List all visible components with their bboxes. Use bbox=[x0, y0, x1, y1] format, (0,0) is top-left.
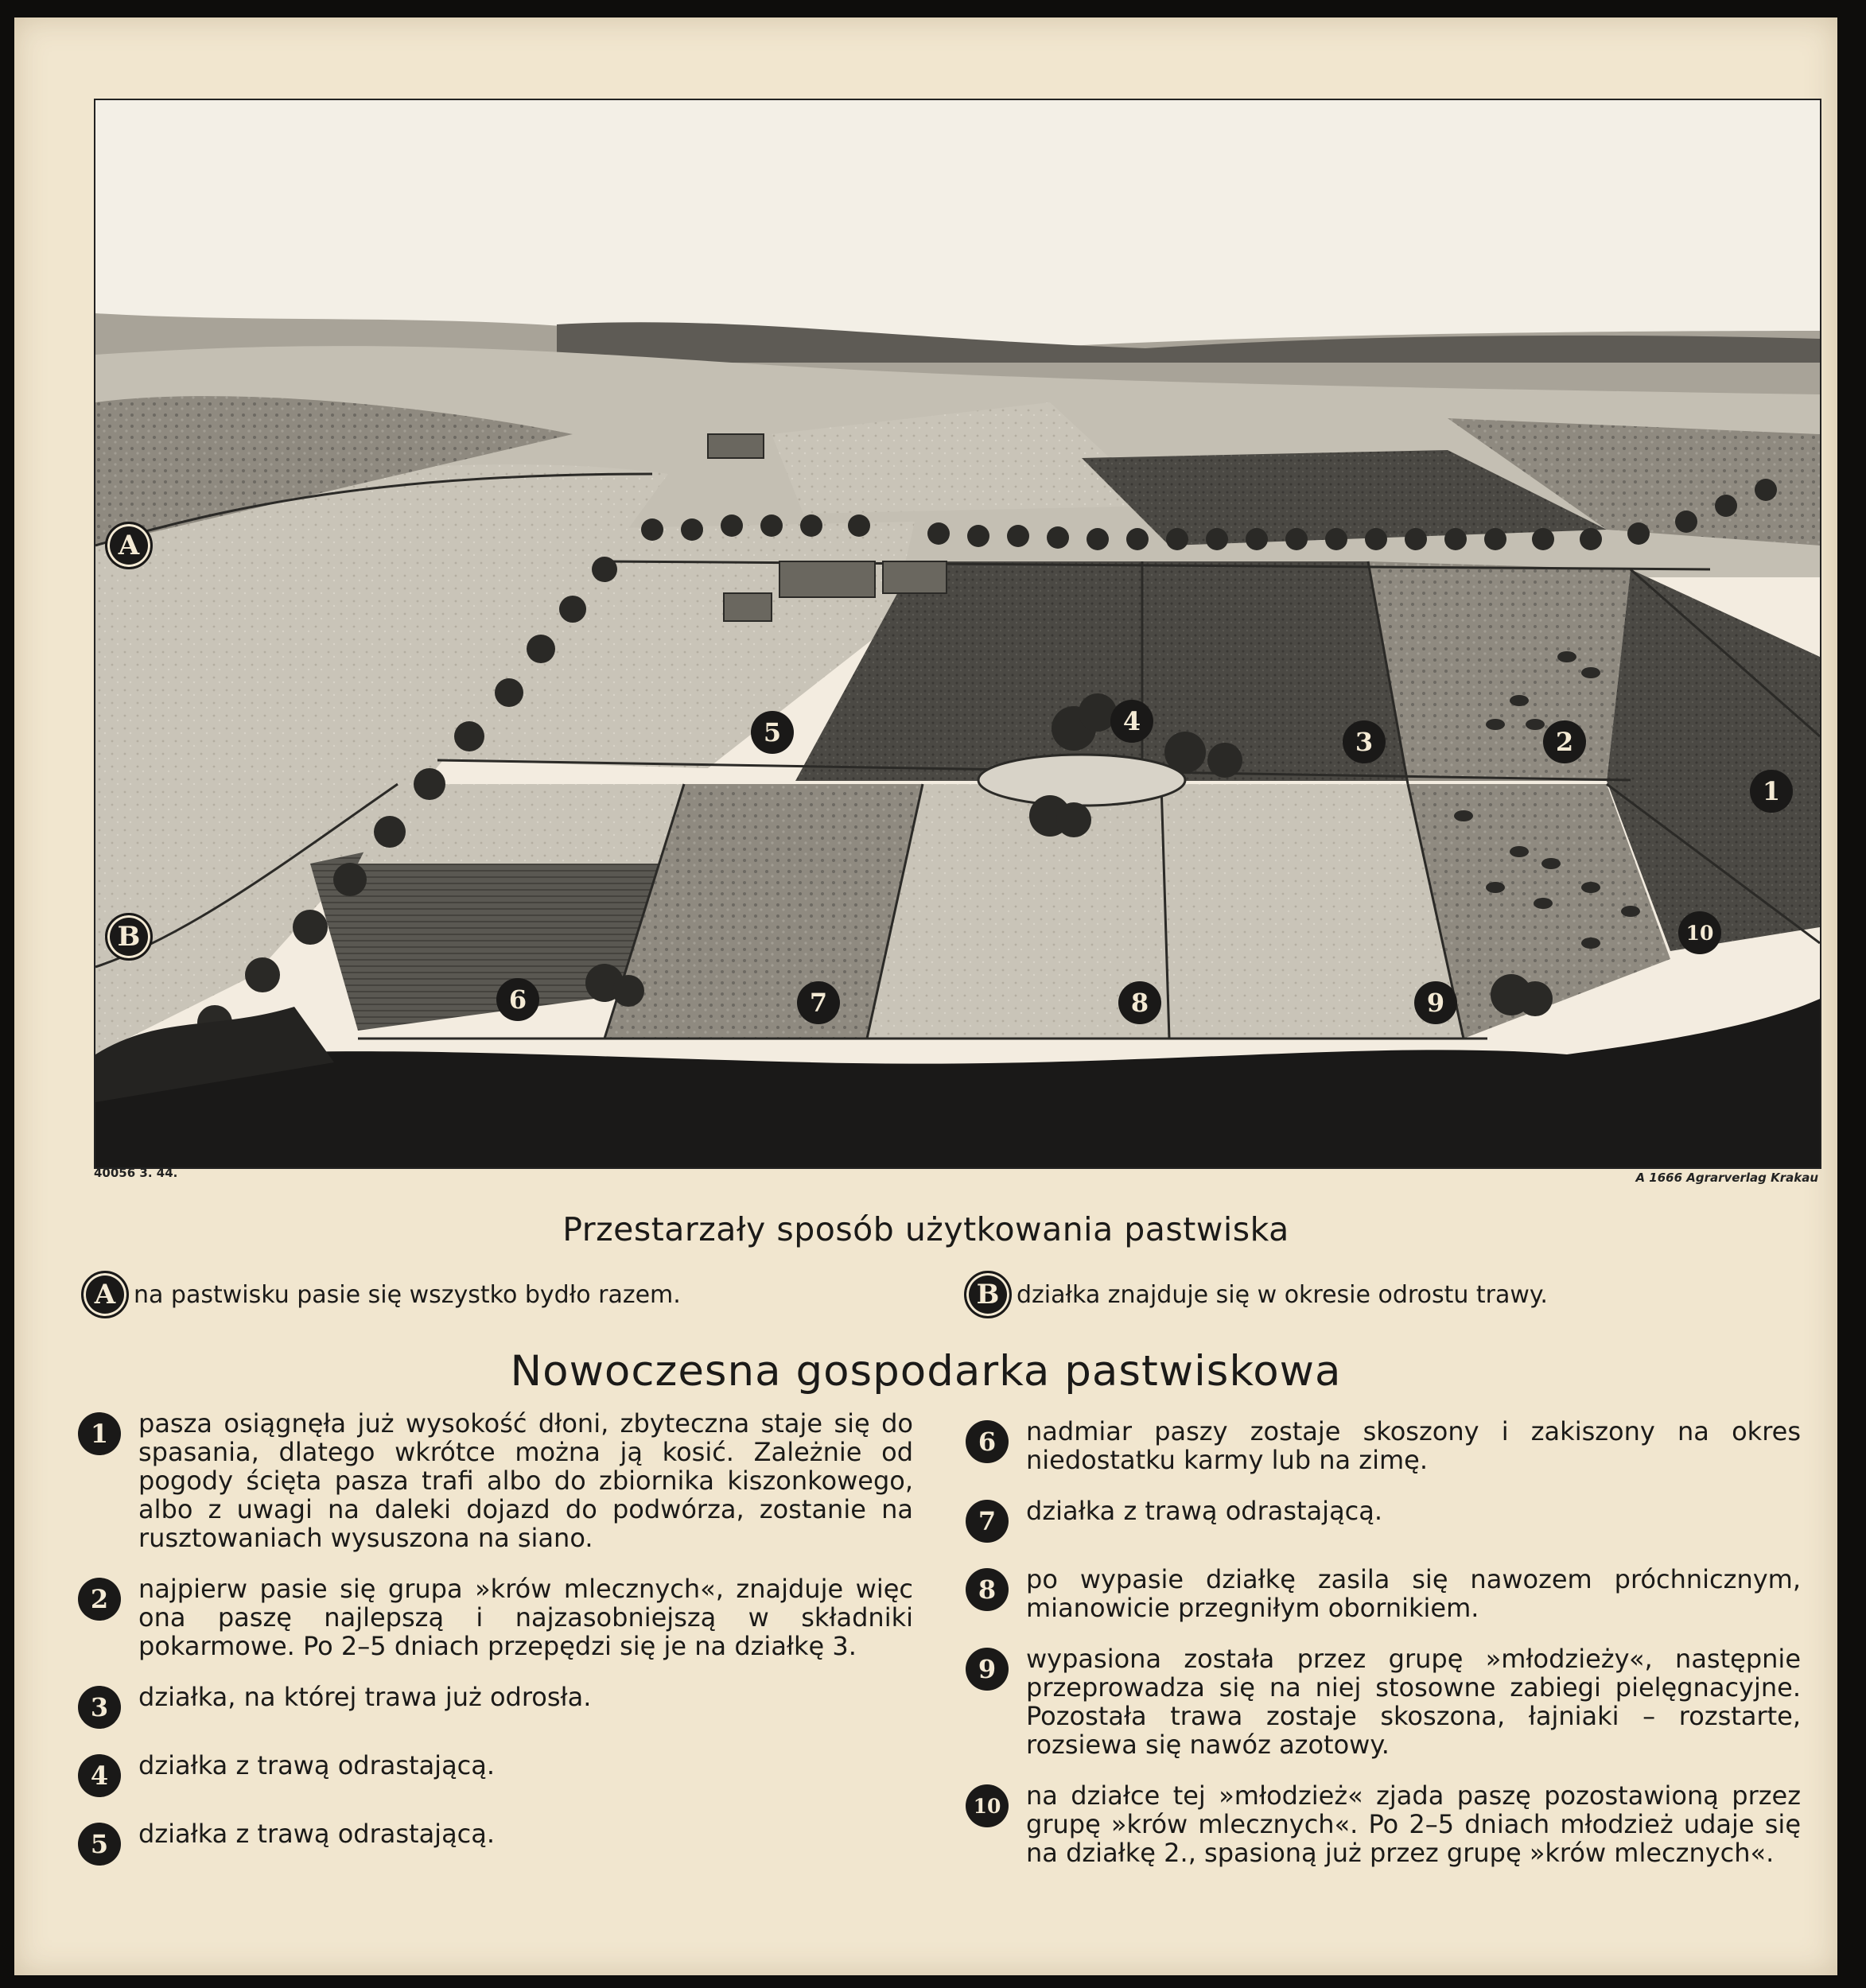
marker-5: 5 bbox=[751, 711, 794, 754]
heading-modern-method: Nowoczesna gospodarka pastwiskowa bbox=[510, 1347, 1342, 1396]
legend-item-8 bbox=[966, 1565, 1801, 1622]
legend-item-number: 3 bbox=[78, 1686, 121, 1729]
legend-item-4 bbox=[78, 1751, 913, 1797]
pasture-illustration bbox=[94, 99, 1821, 1169]
legend-item-7 bbox=[966, 1497, 1801, 1543]
legend-B bbox=[964, 1271, 1548, 1318]
legend-item-text: najpierw pasie się grupa »krów mlecznych«, znajduje więc ona paszę najlepszą i najzasobniejszą w składniki pokarmowe. Po 2–5 dniach przepędzi się je na działkę 3. bbox=[138, 1574, 913, 1661]
legend-item-number: 1 bbox=[78, 1412, 121, 1455]
marker-3: 3 bbox=[1343, 720, 1386, 763]
marker-8: 8 bbox=[1118, 981, 1161, 1024]
marker-1: 1 bbox=[1750, 770, 1793, 813]
legend-item-number: 10 bbox=[966, 1784, 1009, 1827]
legend-item-text: wypasiona została przez grupę »młodzieży«, następnie przeprowadza się na niej stosowne zabiegi pielęgnacyjne. Pozostała trawa zostaje skoszona, łajniaki – rozstarte, rozsiewa się nawóz azotowy. bbox=[1026, 1644, 1801, 1760]
poster-sheet bbox=[14, 17, 1837, 1975]
legend-item-10 bbox=[966, 1781, 1801, 1867]
marker-A: A bbox=[105, 522, 157, 569]
legend-item-number: 6 bbox=[966, 1420, 1009, 1463]
legend-item-text: działka z trawą odrastającą. bbox=[138, 1750, 496, 1780]
legend-A-mark: A bbox=[81, 1271, 129, 1318]
legend-column-left bbox=[78, 1409, 913, 1888]
marker-2: 2 bbox=[1543, 720, 1586, 763]
publisher-imprint: A 1666 Agrarverlag Krakau bbox=[1635, 1171, 1818, 1185]
legend-item-text: pasza osiągnęła już wysokość dłoni, zbyteczna staje się do spasania, dlatego wkrótce można ją kosić. Zależnie od pogody ścięta pasza trafi albo do zbiornika kiszonkowego, albo z uwagi na daleki dojazd do podwórza, zostanie na rusztowaniach wysuszona na siano. bbox=[138, 1408, 913, 1553]
legend-item-text: nadmiar paszy zostaje skoszony i zakiszony na okres niedostatku karmy lub na zimę. bbox=[1026, 1416, 1801, 1475]
legend-item-text: po wypasie działkę zasila się nawozem próchnicznym, mianowicie przegniłym obornikiem. bbox=[1026, 1564, 1801, 1623]
legend-item-3 bbox=[78, 1683, 913, 1729]
marker-6: 6 bbox=[496, 978, 539, 1021]
legend-B-text: działka znajduje się w okresie odrostu trawy. bbox=[1017, 1280, 1548, 1309]
marker-7: 7 bbox=[797, 981, 840, 1024]
landscape-drawing bbox=[95, 100, 1820, 1167]
marker-4: 4 bbox=[1110, 700, 1153, 743]
legend-column-right bbox=[966, 1417, 1801, 1889]
legend-item-number: 2 bbox=[78, 1578, 121, 1621]
legend-item-number: 7 bbox=[966, 1500, 1009, 1543]
legend-item-text: działka z trawą odrastającą. bbox=[138, 1819, 496, 1849]
legend-A-text: na pastwisku pasie się wszystko bydło razem. bbox=[134, 1280, 681, 1309]
legend-item-text: działka z trawą odrastającą. bbox=[1026, 1496, 1383, 1526]
legend-item-number: 5 bbox=[78, 1823, 121, 1866]
legend-item-1 bbox=[78, 1409, 913, 1552]
print-code-left: 40056 3. 44. bbox=[94, 1166, 178, 1180]
legend-item-6 bbox=[966, 1417, 1801, 1474]
legend-item-text: działka, na której trawa już odrosła. bbox=[138, 1682, 592, 1712]
marker-9: 9 bbox=[1414, 981, 1457, 1024]
legend-A bbox=[81, 1271, 681, 1318]
legend-item-number: 8 bbox=[966, 1568, 1009, 1611]
marker-B: B bbox=[105, 913, 157, 961]
legend-item-2 bbox=[78, 1574, 913, 1660]
legend-item-text: na działce tej »młodzież« zjada paszę pozostawioną przez grupę »krów mlecznych«. Po 2–5 dniach młodzież udaje się na działkę 2., spasioną już przez grupę »krów mlecznych«. bbox=[1026, 1780, 1801, 1868]
marker-10: 10 bbox=[1678, 911, 1721, 954]
legend-item-number: 4 bbox=[78, 1754, 121, 1797]
legend-item-5 bbox=[78, 1819, 913, 1866]
legend-item-number: 9 bbox=[966, 1648, 1009, 1691]
heading-outdated-method: Przestarzały sposób użytkowania pastwiska bbox=[562, 1210, 1289, 1248]
legend-B-mark: B bbox=[964, 1271, 1012, 1318]
legend-item-9 bbox=[966, 1644, 1801, 1759]
